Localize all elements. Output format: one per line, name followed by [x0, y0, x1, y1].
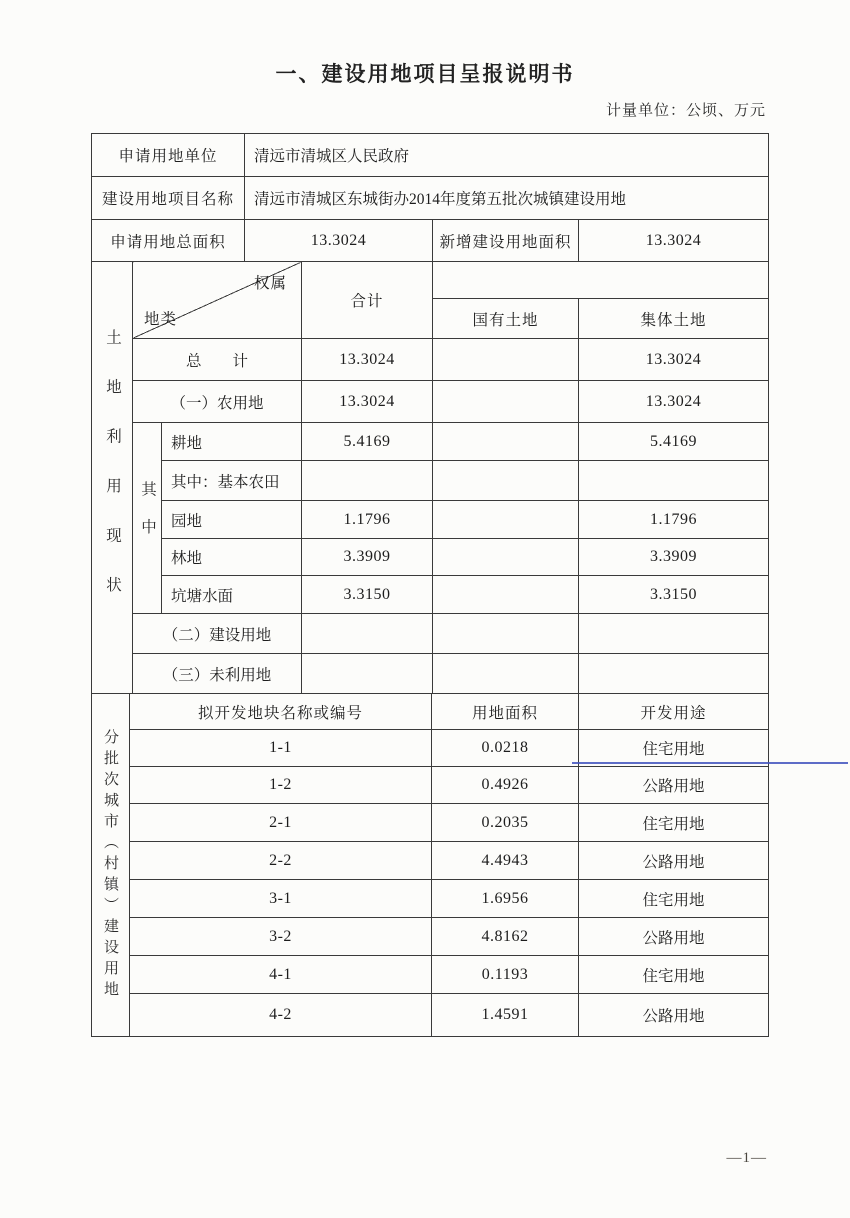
parcel-id: 2-1 [130, 804, 432, 842]
land-use-state-value [433, 461, 579, 501]
table-row [92, 423, 769, 461]
table-row [92, 501, 769, 539]
project-info-table [91, 133, 769, 262]
parcel-use: 住宅用地 [579, 880, 769, 918]
batch-section-label-text: 分批次城市（村镇）建设用地 [102, 728, 118, 1002]
land-use-total-value: 3.3909 [302, 539, 433, 576]
form-table [91, 133, 768, 1037]
page-number: —1— [726, 1150, 767, 1166]
subgroup-label [133, 423, 162, 614]
land-use-collective-value [579, 654, 769, 694]
parcel-use: 住宅用地 [579, 956, 769, 994]
column-header-total: 合计 [302, 262, 433, 339]
land-use-collective-value: 13.3024 [579, 339, 769, 381]
batch-parcels-table [91, 693, 769, 1037]
parcel-id: 3-2 [130, 918, 432, 956]
project-name-value: 清远市清城区东城街办2014年度第五批次城镇建设用地 [245, 177, 769, 220]
land-use-collective-value: 1.1796 [579, 501, 769, 539]
land-use-total-value [302, 654, 433, 694]
scan-artifact-line [572, 762, 848, 764]
land-use-row-name: 其中：基本农田 [162, 461, 302, 501]
subgroup-label-text: 其中 [139, 480, 156, 556]
parcel-id: 2-2 [130, 842, 432, 880]
land-use-section-label [92, 262, 133, 694]
land-use-section-label-text: 土地利用现状 [104, 329, 121, 626]
table-row [92, 804, 769, 842]
parcel-id: 1-1 [130, 730, 432, 767]
land-use-collective-value: 5.4169 [579, 423, 769, 461]
new-area-value: 13.3024 [579, 220, 769, 262]
land-use-row-name: （二）建设用地 [133, 614, 302, 654]
parcel-use: 公路用地 [579, 767, 769, 804]
table-row [92, 381, 769, 423]
table-row [92, 576, 769, 614]
total-area-label: 申请用地总面积 [92, 220, 245, 262]
parcel-id: 4-1 [130, 956, 432, 994]
land-use-total-value [302, 614, 433, 654]
parcel-area: 0.4926 [432, 767, 579, 804]
table-row [92, 730, 769, 767]
land-use-state-value [433, 423, 579, 461]
page-title: 一、建设用地项目呈报说明书 [275, 63, 575, 86]
parcel-use: 公路用地 [579, 842, 769, 880]
land-use-total-value [302, 461, 433, 501]
land-use-state-value [433, 614, 579, 654]
land-use-collective-value [579, 614, 769, 654]
table-row [92, 956, 769, 994]
land-use-total-value: 1.1796 [302, 501, 433, 539]
parcel-use: 公路用地 [579, 918, 769, 956]
land-use-total-value: 3.3150 [302, 576, 433, 614]
land-use-state-value [433, 381, 579, 423]
parcel-area: 0.0218 [432, 730, 579, 767]
parcel-area: 4.8162 [432, 918, 579, 956]
land-use-collective-value: 3.3909 [579, 539, 769, 576]
parcel-id: 3-1 [130, 880, 432, 918]
table-row [92, 842, 769, 880]
table-row [92, 614, 769, 654]
diagonal-landtype-label: 地类 [144, 311, 178, 328]
table-row [92, 918, 769, 956]
parcel-area: 4.4943 [432, 842, 579, 880]
land-use-row-name: （三）未利用地 [133, 654, 302, 694]
land-use-row-name: 园地 [162, 501, 302, 539]
ownership-header-spacer [433, 262, 769, 299]
applicant-label: 申请用地单位 [92, 134, 245, 177]
total-area-value: 13.3024 [245, 220, 433, 262]
column-header-parcel-area: 用地面积 [432, 694, 579, 730]
land-use-state-value [433, 576, 579, 614]
parcel-area: 0.2035 [432, 804, 579, 842]
land-use-row-name: 坑塘水面 [162, 576, 302, 614]
column-header-parcel-use: 开发用途 [579, 694, 769, 730]
column-header-collective-land: 集体土地 [579, 299, 769, 339]
table-row [92, 880, 769, 918]
table-row [92, 461, 769, 501]
parcel-use: 公路用地 [579, 994, 769, 1037]
table-row [92, 767, 769, 804]
land-use-collective-value: 13.3024 [579, 381, 769, 423]
land-use-collective-value [579, 461, 769, 501]
parcel-id: 4-2 [130, 994, 432, 1037]
table-row [92, 539, 769, 576]
land-use-row-name: 林地 [162, 539, 302, 576]
land-use-total-value: 5.4169 [302, 423, 433, 461]
diagonal-ownership-label: 权属 [253, 275, 287, 292]
land-use-row-name: 总 计 [133, 339, 302, 381]
table-row [92, 339, 769, 381]
land-use-total-value: 13.3024 [302, 381, 433, 423]
land-use-state-value [433, 654, 579, 694]
land-use-state-value [433, 339, 579, 381]
table-row [92, 994, 769, 1037]
parcel-use: 住宅用地 [579, 804, 769, 842]
land-use-row-name: （一）农用地 [133, 381, 302, 423]
applicant-value: 清远市清城区人民政府 [245, 134, 769, 177]
land-use-state-value [433, 501, 579, 539]
table-row [92, 654, 769, 694]
parcel-area: 1.4591 [432, 994, 579, 1037]
parcel-use: 住宅用地 [579, 730, 769, 767]
land-use-table [91, 261, 769, 694]
parcel-id: 1-2 [130, 767, 432, 804]
measurement-unit-note: 计量单位：公顷、万元 [605, 103, 766, 119]
land-use-total-value: 13.3024 [302, 339, 433, 381]
parcel-area: 1.6956 [432, 880, 579, 918]
land-use-state-value [433, 539, 579, 576]
parcel-area: 0.1193 [432, 956, 579, 994]
new-area-label: 新增建设用地面积 [433, 220, 579, 262]
diagonal-header-cell [133, 262, 302, 339]
land-use-row-name: 耕地 [162, 423, 302, 461]
batch-section-label [92, 694, 130, 1037]
project-name-label: 建设用地项目名称 [92, 177, 245, 220]
column-header-parcel-name: 拟开发地块名称或编号 [130, 694, 432, 730]
column-header-state-land: 国有土地 [433, 299, 579, 339]
land-use-collective-value: 3.3150 [579, 576, 769, 614]
